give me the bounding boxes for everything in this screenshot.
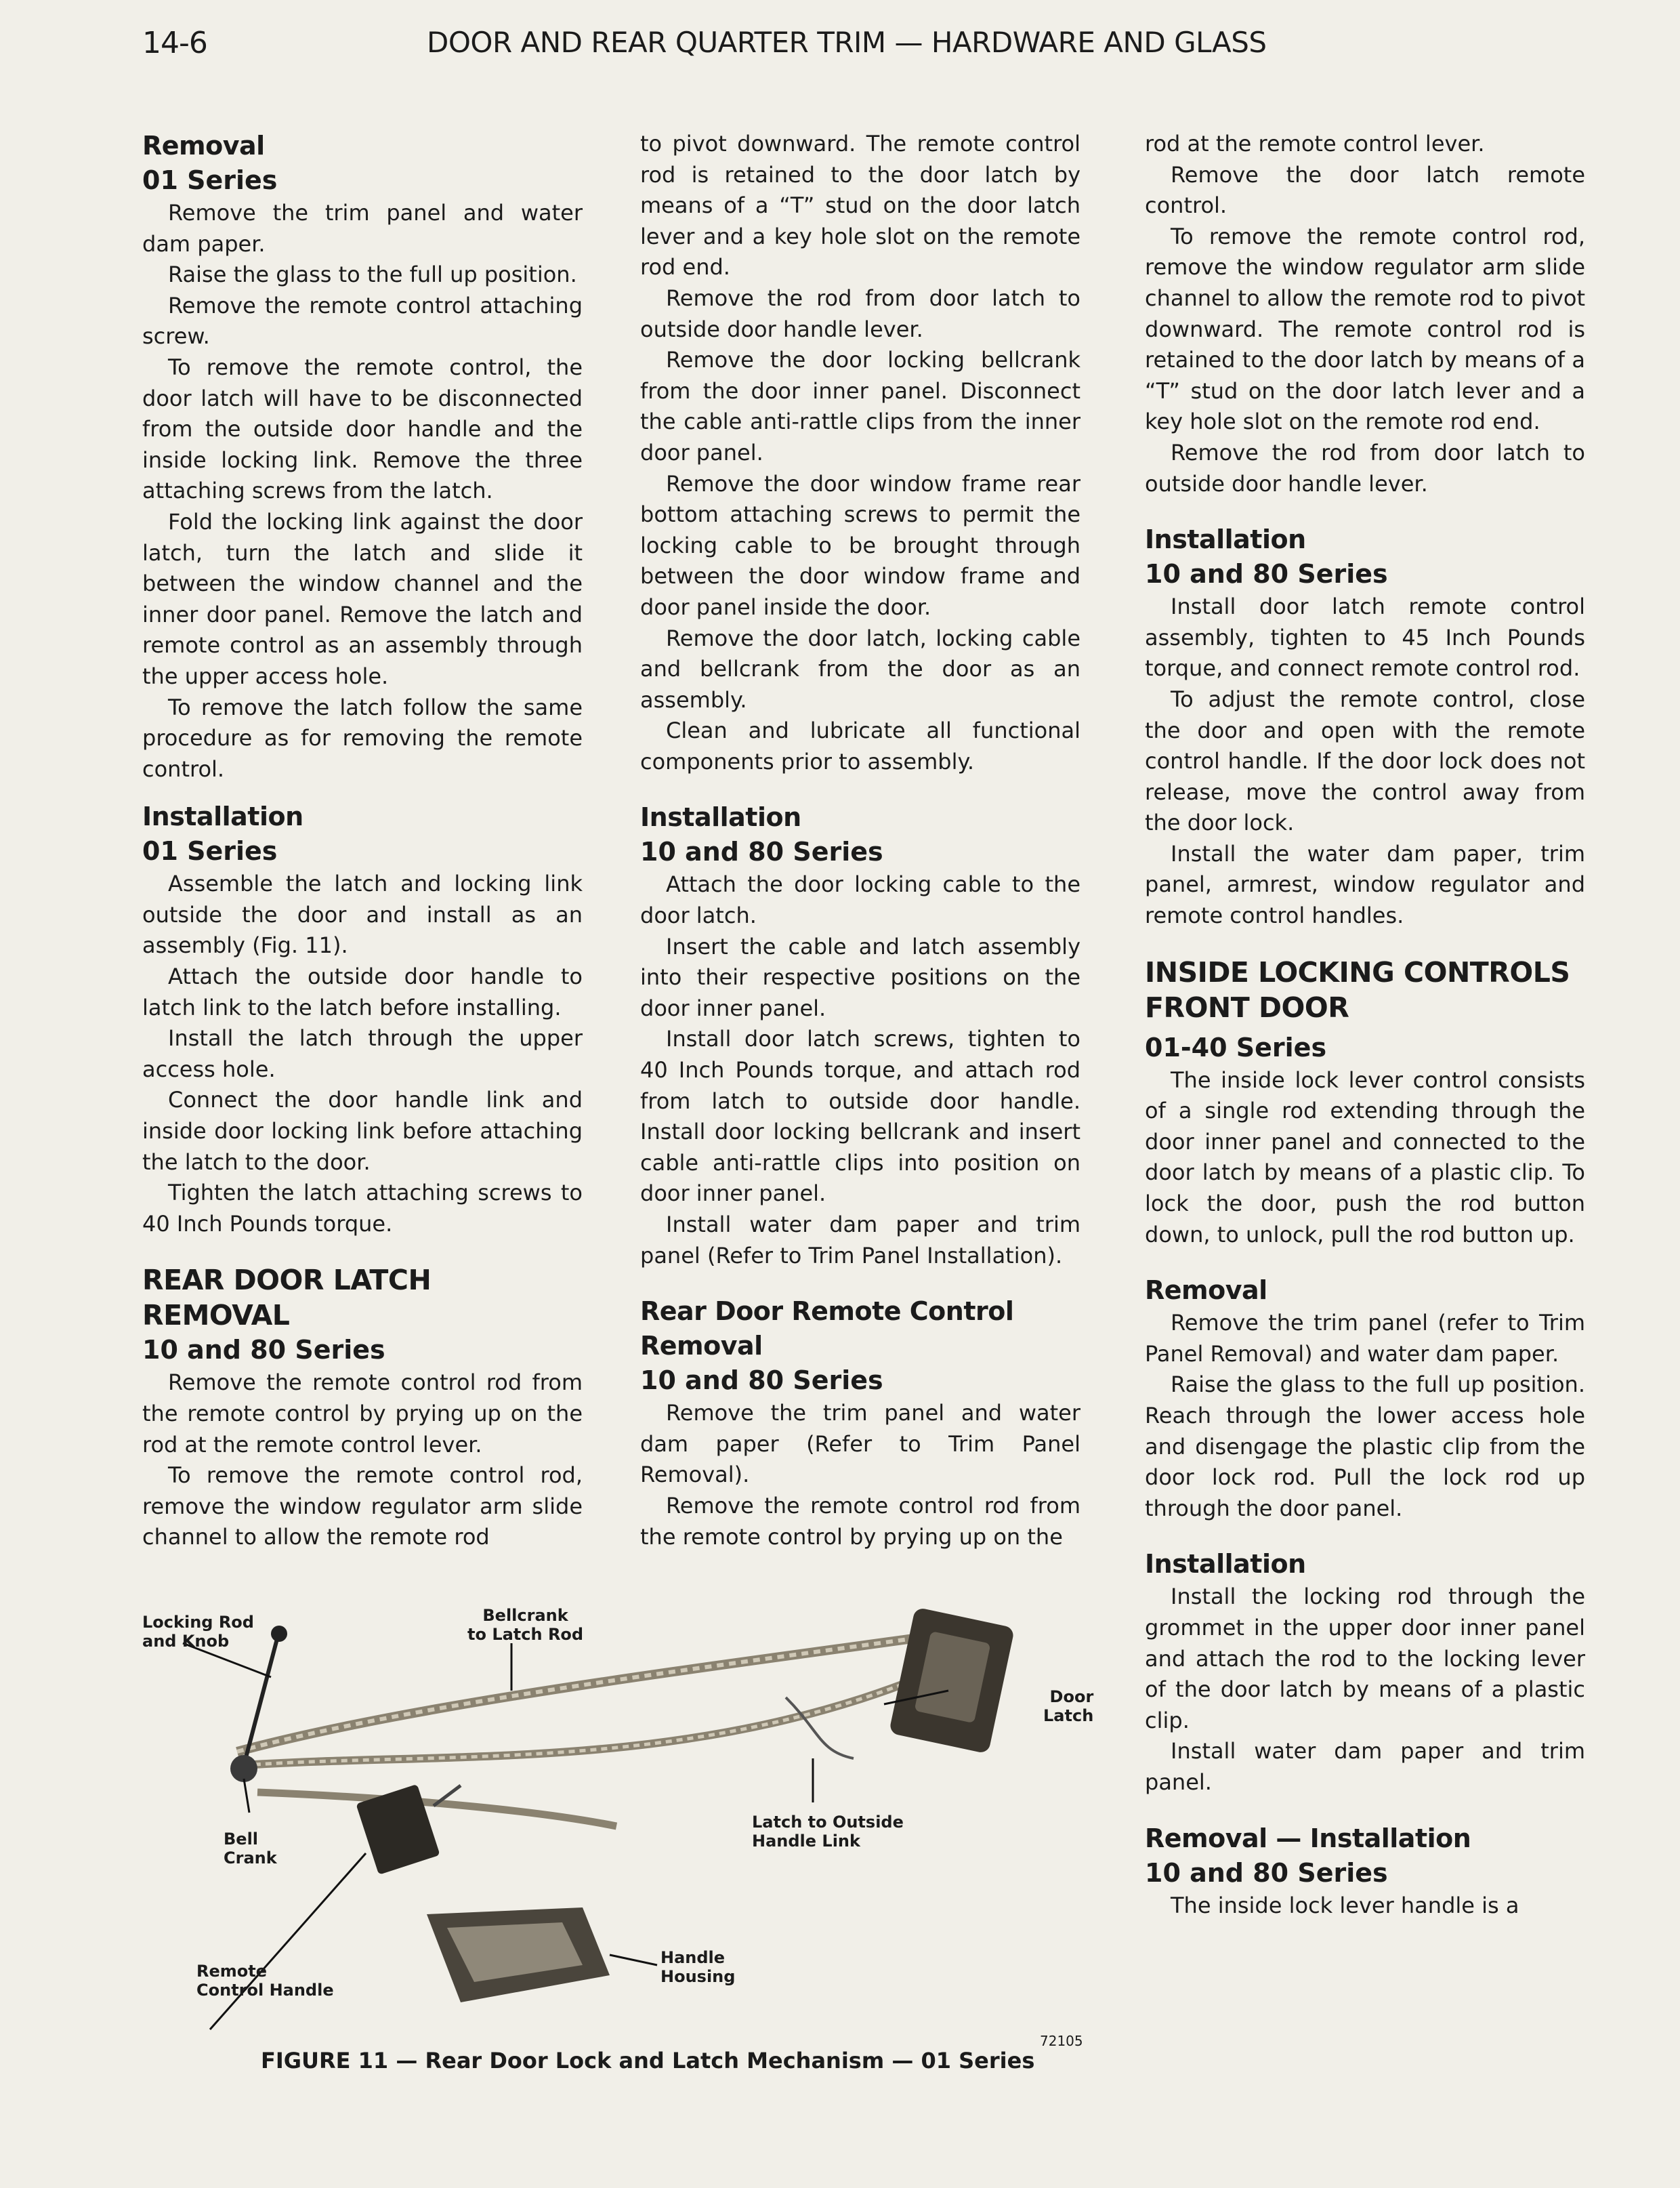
column-3 xyxy=(1145,129,1585,1921)
paragraph: Remove the trim panel (refer to Trim Panel Removal) and water dam paper. xyxy=(1145,1310,1585,1367)
heading-removal: Removal xyxy=(1145,1275,1267,1306)
paragraph: rod at the remote control lever. xyxy=(1145,131,1485,157)
paragraph: Attach the outside door handle to latch link to the latch before installing. xyxy=(142,964,583,1020)
heading-removal: Removal xyxy=(640,1331,763,1361)
paragraph: Remove the rod from door latch to outside door handle lever. xyxy=(1145,439,1585,497)
heading-inside-locking-controls: INSIDE LOCKING CONTROLS xyxy=(1145,955,1570,989)
page-header xyxy=(142,26,1335,66)
callout-door-latch: Door Latch xyxy=(1043,1687,1094,1725)
callout-remote-control-handle: Remote Control Handle xyxy=(196,1962,334,2000)
paragraph: Fold the locking link against the door latch, turn the latch and slide it between the window channel and the inner door panel. Remove the latch and remote control as an assembly through the upper access hole. xyxy=(142,508,583,689)
paragraph: To remove the remote control, the door latch will have to be disconnected from the outside door handle and the inside locking link. Remove the three attaching screws from the latch. xyxy=(142,354,583,504)
paragraph: Assemble the latch and locking link outside the door and install as an assembly (Fig. 11). xyxy=(142,871,583,959)
paragraph: Tighten the latch attaching screws to 40 Inch Pounds torque. xyxy=(142,1180,583,1237)
paragraph: Remove the trim panel and water dam paper. xyxy=(142,200,583,257)
paragraph: Remove the rod from door latch to outside door handle lever. xyxy=(640,285,1080,342)
paragraph: Remove the door window frame rear bottom attaching screws to permit the locking cable to be brought through between the door window frame and door panel inside the door. xyxy=(640,470,1080,620)
callout-bellcrank-rod: Bellcrank to Latch Rod xyxy=(467,1606,584,1644)
running-title: DOOR AND REAR QUARTER TRIM — HARDWARE AND GLASS xyxy=(427,26,1267,59)
callout-bell-crank: Bell Crank xyxy=(224,1830,277,1867)
paragraph: Remove the door locking bellcrank from the door inner panel. Disconnect the cable anti-rattle clips from the inner door panel. xyxy=(640,347,1080,466)
heading-installation: Installation xyxy=(640,802,801,833)
paragraph: To remove the remote control rod, remove the window regulator arm slide channel to allow the remote rod xyxy=(142,1462,583,1550)
paragraph: Remove the remote control attaching screw. xyxy=(142,292,583,350)
paragraph: Remove the remote control rod from the remote control by prying up on the xyxy=(640,1492,1080,1550)
heading-installation: Installation xyxy=(1145,524,1306,555)
paragraph: To remove the latch follow the same procedure as for removing the remote control. xyxy=(142,694,583,782)
heading-installation: Installation xyxy=(1145,1549,1306,1580)
paragraph: Install the water dam paper, trim panel, armrest, window regulator and remote control handles. xyxy=(1145,840,1585,929)
subheading-10-80-series: 10 and 80 Series xyxy=(640,1365,883,1396)
paragraph: To adjust the remote control, close the door and open with the remote control handle. If the door lock does not release, move the control away from the door lock. xyxy=(1145,686,1585,836)
figure-11 xyxy=(142,1596,1104,2063)
subheading-01-series: 01 Series xyxy=(142,165,278,195)
heading-rear-door-remote-control: Rear Door Remote Control xyxy=(640,1296,1014,1327)
paragraph: Remove the trim panel and water dam paper (Refer to Trim Panel Removal). xyxy=(640,1400,1080,1488)
paragraph: Install door latch screws, tighten to 40 Inch Pounds torque, and attach rod from latch to outside door handle. Install door locking bellcrank and insert cable anti-rattle clips into position on door inner panel. xyxy=(640,1026,1080,1207)
paragraph: Remove the remote control rod from the remote control by prying up on the rod at the remote control lever. xyxy=(142,1369,583,1458)
paragraph: The inside lock lever control consists of a single rod extending through the door inner panel and connected to the door latch by means of a plastic clip. To lock the door, push the rod button down, to unlock, pull the rod button up. xyxy=(1145,1067,1585,1247)
column-2 xyxy=(640,129,1080,1552)
paragraph: Install the locking rod through the grommet in the upper door inner panel and attach the rod to the locking lever of the door latch by means of a plastic clip. xyxy=(1145,1584,1585,1733)
heading-removal-installation: Removal — Installation xyxy=(1145,1823,1471,1853)
figure-number: 72105 xyxy=(1040,2033,1083,2049)
subheading-10-80-series: 10 and 80 Series xyxy=(142,1335,385,1365)
figure-caption: FIGURE 11 — Rear Door Lock and Latch Mechanism — 01 Series xyxy=(261,2048,1035,2073)
paragraph: Install the latch through the upper access hole. xyxy=(142,1025,583,1082)
paragraph: to pivot downward. The remote control rod is retained to the door latch by means of a “T” stud on the door latch lever and a key hole slot on the remote rod end. xyxy=(640,131,1080,281)
paragraph: Install water dam paper and trim panel. xyxy=(1145,1738,1585,1795)
callout-latch-link: Latch to Outside Handle Link xyxy=(752,1813,904,1851)
paragraph: Install door latch remote control assembly, tighten to 45 Inch Pounds torque, and connect remote control rod. xyxy=(1145,594,1585,682)
paragraph: Install water dam paper and trim panel (Refer to Trim Panel Installation). xyxy=(640,1212,1080,1268)
heading-installation: Installation xyxy=(142,802,303,832)
column-1 xyxy=(142,129,583,1553)
subheading-01-40-series: 01-40 Series xyxy=(1145,1032,1327,1062)
subheading-10-80-series: 10 and 80 Series xyxy=(640,837,883,867)
callout-locking-rod: Locking Rod and Knob xyxy=(142,1613,254,1651)
page-number: 14-6 xyxy=(142,26,207,60)
paragraph: Clean and lubricate all functional components prior to assembly. xyxy=(640,718,1080,775)
paragraph: Remove the door latch remote control. xyxy=(1145,161,1585,219)
subheading-10-80-series: 10 and 80 Series xyxy=(1145,559,1388,590)
callout-handle-housing: Handle Housing xyxy=(660,1948,736,1986)
paragraph: To remove the remote control rod, remove the window regulator arm slide channel to allow the remote rod to pivot downward. The remote control rod is retained to the door latch by means of a “T” stud on the door latch lever and a key hole slot on the remote rod end. xyxy=(1145,223,1585,435)
heading-front-door: FRONT DOOR xyxy=(1145,991,1349,1024)
paragraph: Raise the glass to the full up position. xyxy=(168,262,577,288)
paragraph: Connect the door handle link and inside door locking link before attaching the latch to the door. xyxy=(142,1087,583,1175)
paragraph: Raise the glass to the full up position. Reach through the lower access hole and disengage the plastic clip from the door lock rod. Pull the lock rod up through the door panel. xyxy=(1145,1371,1585,1521)
paragraph: Remove the door latch, locking cable and bellcrank from the door as an assembly. xyxy=(640,625,1080,713)
subheading-10-80-series: 10 and 80 Series xyxy=(1145,1857,1388,1888)
heading-removal: Removal xyxy=(142,131,265,161)
subheading-01-series: 01 Series xyxy=(142,836,278,867)
paragraph: Insert the cable and latch assembly into their respective positions on the door inner panel. xyxy=(640,933,1080,1021)
paragraph: Attach the door locking cable to the door latch. xyxy=(640,871,1080,929)
paragraph: The inside lock lever handle is a xyxy=(1171,1892,1519,1918)
heading-rear-door-latch-removal: REAR DOOR LATCH REMOVAL xyxy=(142,1264,432,1332)
